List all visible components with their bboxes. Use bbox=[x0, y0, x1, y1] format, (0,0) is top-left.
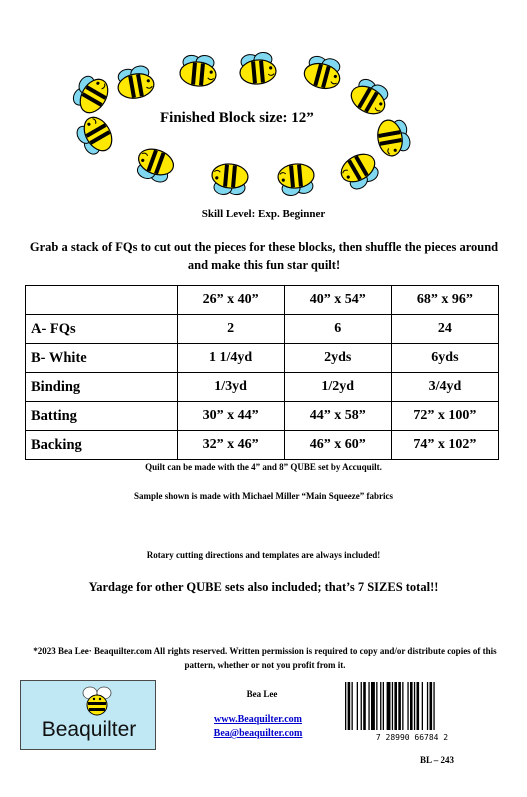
intro-text: Grab a stack of FQs to cut out the pieces for these blocks, then shuffle the pieces around and make this fun star quilt! bbox=[29, 240, 499, 272]
table-cell: 2 bbox=[177, 315, 284, 344]
logo-wordmark: Beaquilter bbox=[41, 718, 137, 741]
author-name: Bea Lee bbox=[246, 689, 278, 699]
table-cell: 32” x 46” bbox=[177, 431, 284, 460]
website-link[interactable]: www.Beaquilter.com bbox=[214, 714, 302, 725]
barcode-bar bbox=[410, 682, 413, 730]
table-cell: 46” x 60” bbox=[284, 431, 391, 460]
block-size-heading: Finished Block size: 12” bbox=[160, 110, 314, 126]
row-label: Binding bbox=[26, 373, 178, 402]
barcode-bar bbox=[348, 682, 351, 730]
barcode-bar bbox=[422, 682, 423, 730]
row-label: Backing bbox=[26, 431, 178, 460]
table-row bbox=[26, 373, 499, 402]
table-header-cell: 40” x 54” bbox=[284, 286, 391, 315]
barcode-bar bbox=[402, 682, 403, 730]
row-label: Batting bbox=[26, 402, 178, 431]
beaquilter-logo bbox=[20, 680, 156, 750]
rotary-note: Rotary cutting directions and templates are always included! bbox=[146, 550, 381, 560]
barcode-bar bbox=[433, 682, 434, 730]
barcode-bar bbox=[394, 682, 397, 730]
barcode-bar bbox=[380, 682, 381, 730]
row-label: B- White bbox=[26, 344, 178, 373]
barcode-bar bbox=[345, 682, 346, 730]
barcode bbox=[335, 680, 489, 742]
barcode-digits: 7 28990 66784 2 bbox=[375, 733, 449, 742]
bee-icon bbox=[77, 685, 117, 717]
table-cell: 24 bbox=[391, 315, 498, 344]
table-header-row bbox=[26, 286, 499, 315]
table-row bbox=[26, 431, 499, 460]
table-cell: 74” x 102” bbox=[391, 431, 498, 460]
barcode-bar bbox=[417, 682, 420, 730]
table-header-cell bbox=[26, 286, 178, 315]
barcode-bar bbox=[371, 682, 375, 730]
barcode-bar bbox=[414, 682, 415, 730]
row-label: A- FQs bbox=[26, 315, 178, 344]
pattern-sku: BL – 243 bbox=[420, 755, 455, 765]
table-cell: 6yds bbox=[391, 344, 498, 373]
table-header-cell: 68” x 96” bbox=[391, 286, 498, 315]
table-cell: 1/2yd bbox=[284, 373, 391, 402]
table-cell: 72” x 100” bbox=[391, 402, 498, 431]
barcode-bar bbox=[361, 682, 362, 730]
copyright-notice: *2023 Bea Lee· Beaquilter.com All rights reserved. Written permission is required to copy and/or distribute copies of this pattern, whether or not you profit from it. bbox=[33, 646, 497, 670]
table-cell: 2yds bbox=[284, 344, 391, 373]
email-link[interactable]: Bea@beaquilter.com bbox=[213, 728, 303, 739]
table-row bbox=[26, 402, 499, 431]
sample-note: Sample shown is made with Michael Miller “Main Squeeze” fabrics bbox=[133, 491, 394, 501]
table-cell: 6 bbox=[284, 315, 391, 344]
barcode-bar bbox=[427, 682, 428, 730]
table-cell: 30” x 44” bbox=[177, 402, 284, 431]
table-row bbox=[26, 315, 499, 344]
barcode-bar bbox=[383, 682, 384, 730]
table-cell: 44” x 58” bbox=[284, 402, 391, 431]
table-cell: 3/4yd bbox=[391, 373, 498, 402]
table-header-cell: 26” x 40” bbox=[177, 286, 284, 315]
table-cell: 1 1/4yd bbox=[177, 344, 284, 373]
yardage-table bbox=[25, 285, 499, 460]
barcode-bar bbox=[392, 682, 393, 730]
barcode-bar bbox=[376, 682, 377, 730]
bee-ring-illustration bbox=[58, 52, 418, 202]
yardage-note: Yardage for other QUBE sets also included; that’s 7 SIZES total!! bbox=[88, 580, 439, 594]
barcode-bar bbox=[357, 682, 358, 730]
qube-note: Quilt can be made with the 4” and 8” QUBE set by Accuquilt. bbox=[145, 462, 382, 472]
skill-level: Skill Level: Exp. Beginner bbox=[201, 208, 326, 220]
barcode-bar bbox=[430, 682, 433, 730]
barcode-bar bbox=[387, 682, 391, 730]
barcode-bar bbox=[398, 682, 401, 730]
barcode-bar bbox=[352, 682, 353, 730]
barcode-bar bbox=[368, 682, 369, 730]
table-cell: 1/3yd bbox=[177, 373, 284, 402]
table-row bbox=[26, 344, 499, 373]
barcode-bar bbox=[363, 682, 366, 730]
barcode-bar bbox=[407, 682, 408, 730]
